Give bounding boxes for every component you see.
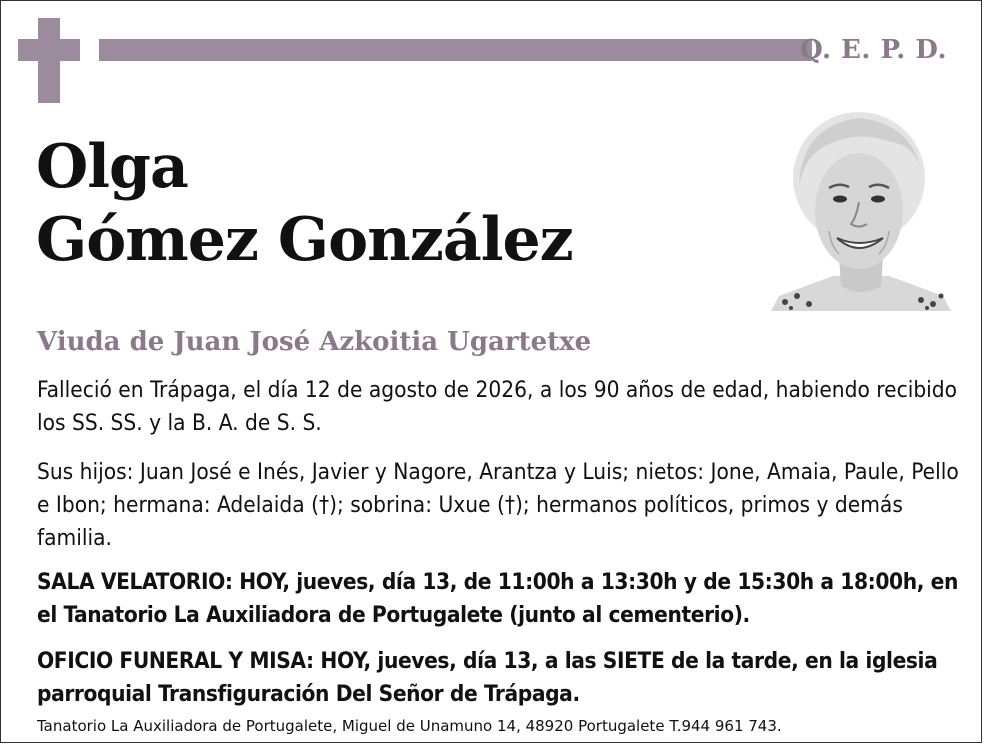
family-paragraph: Sus hijos: Juan José e Inés, Javier y Nagore, Arantza y Luis; nietos: Jone, Amaia, Paule, Pello e Ibon; hermana: Adelaida (†); sobrina: Uxue (†); hermanos políticos, primos y demás familia. — [37, 459, 959, 551]
widow-of-line: Viuda de Juan José Azkoitia Ugartetxe — [37, 327, 592, 357]
portrait-photo — [771, 106, 951, 311]
death-notice-paragraph: Falleció en Trápaga, el día 12 de agosto de 2026, a los 90 años de edad, habiendo recibido los SS. SS. y la B. A. de S. S. — [37, 377, 958, 436]
funeral-home-contact: Tanatorio La Auxiliadora de Portugalete, Miguel de Unamuno 14, 48920 Portugalete T.944 961 743. — [37, 717, 782, 735]
surnames: Gómez González — [36, 205, 573, 275]
wake-paragraph: SALA VELATORIO: HOY, jueves, día 13, de 11:00h a 13:30h y de 15:30h a 18:00h, en el Tanatorio La Auxiliadora de Portugalete (junto al cementerio). — [37, 569, 959, 628]
qepd-heading: Q. E. P. D. — [800, 35, 947, 65]
header-rule — [99, 39, 812, 61]
funeral-paragraph: OFICIO FUNERAL Y MISA: HOY, jueves, día 13, a las SIETE de la tarde, en la iglesia parroquial Transfiguración Del Señor de Trápaga. — [37, 648, 938, 707]
deceased-name — [36, 131, 573, 277]
cross-horizontal-bar — [18, 39, 80, 61]
first-name: Olga — [36, 132, 188, 202]
